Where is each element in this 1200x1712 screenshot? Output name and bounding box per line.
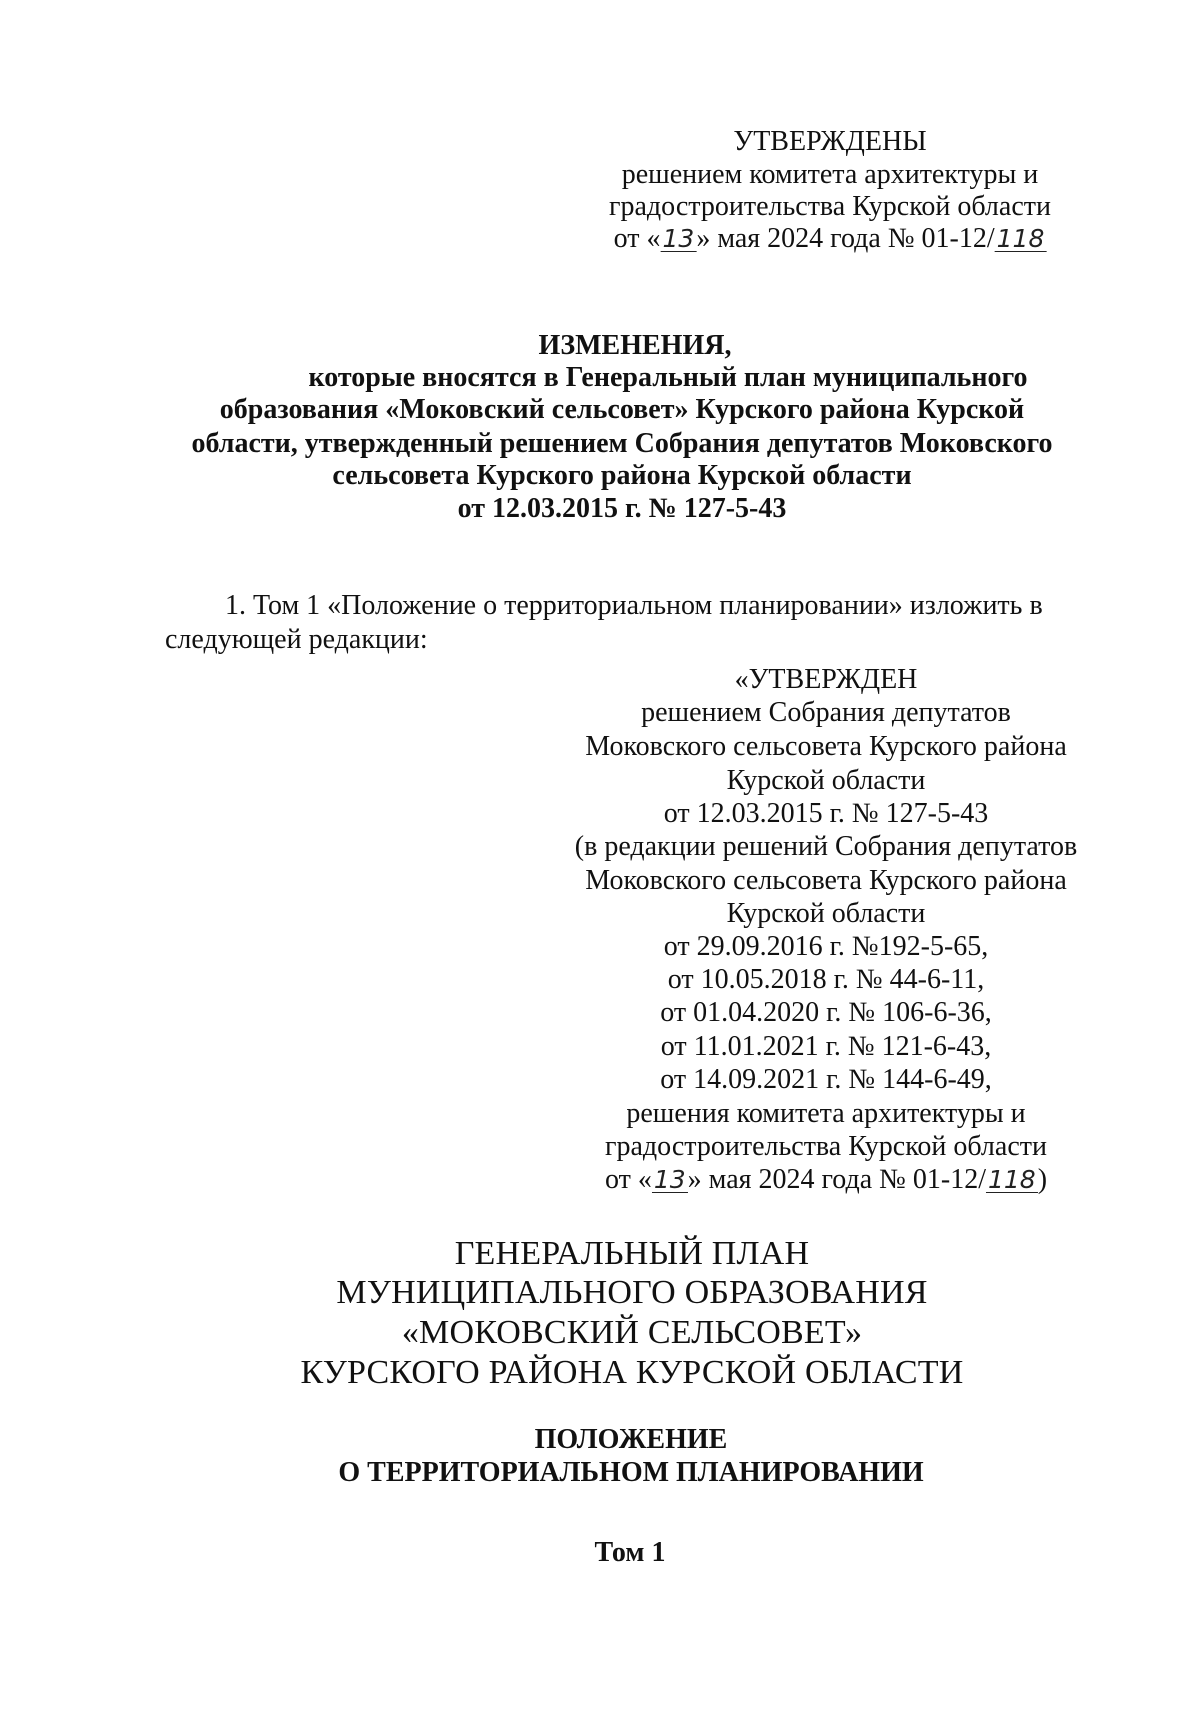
handwritten-number: 118 <box>996 224 1045 253</box>
approval-line-1: решением комитета архитектуры и <box>621 159 1039 190</box>
quoted-date-suffix: ) <box>1037 1164 1048 1195</box>
handwritten-day: 13 <box>653 1165 686 1194</box>
item1-line-2: следующей редакции: <box>165 624 428 655</box>
quoted-line-1: «УТВЕРЖДЕН <box>734 664 918 695</box>
changes-line-2: образования «Моковский сельсовет» Курского района Курской <box>219 394 1025 425</box>
quoted-line-12: от 11.01.2021 г. № 121-6-43, <box>660 1031 992 1062</box>
quoted-date <box>605 1166 1047 1194</box>
changes-line-4: сельсовета Курского района Курской области <box>332 460 912 491</box>
changes-line-1: которые вносятся в Генеральный план муниципального <box>308 362 1028 393</box>
quoted-line-6: (в редакции решений Собрания депутатов <box>574 831 1078 862</box>
plan-title-line-4: КУРСКОГО РАЙОНА КУРСКОЙ ОБЛАСТИ <box>300 1354 964 1391</box>
approval-date <box>614 225 1047 253</box>
quoted-line-14: решения комитета архитектуры и <box>626 1098 1026 1129</box>
quoted-line-15: градостроительства Курской области <box>605 1131 1047 1162</box>
quoted-line-9: от 29.09.2016 г. №192-5-65, <box>663 931 989 962</box>
approval-heading: УТВЕРЖДЕНЫ <box>733 126 927 157</box>
changes-line-3: области, утвержденный решением Собрания депутатов Моковского <box>191 428 1053 459</box>
quoted-line-2: решением Собрания депутатов <box>641 697 1011 728</box>
item1-line-1: 1. Том 1 «Положение о территориальном планировании» изложить в <box>225 590 1043 621</box>
quoted-line-3: Моковского сельсовета Курского района <box>585 731 1067 762</box>
plan-title-line-3: «МОКОВСКИЙ СЕЛЬСОВЕТ» <box>401 1314 863 1351</box>
quoted-date-prefix: от « <box>604 1164 652 1195</box>
quoted-date-middle: » мая 2024 года № 01-12/ <box>687 1164 986 1195</box>
plan-title-line-2: МУНИЦИПАЛЬНОГО ОБРАЗОВАНИЯ <box>336 1274 928 1311</box>
volume-label: Том 1 <box>594 1537 666 1568</box>
quoted-line-8: Курской области <box>726 898 926 929</box>
plan-title-line-1: ГЕНЕРАЛЬНЫЙ ПЛАН <box>454 1235 810 1272</box>
section-title-line-1: ПОЛОЖЕНИЕ <box>534 1424 728 1455</box>
section-title-line-2: О ТЕРРИТОРИАЛЬНОМ ПЛАНИРОВАНИИ <box>338 1457 924 1488</box>
approval-date-middle: » мая 2024 года № 01-12/ <box>696 223 995 254</box>
approval-line-2: градостроительства Курской области <box>609 191 1051 222</box>
handwritten-day: 13 <box>662 224 695 253</box>
approval-date-prefix: от « <box>613 223 661 254</box>
quoted-line-10: от 10.05.2018 г. № 44-6-11, <box>667 964 985 995</box>
quoted-line-4: Курской области <box>726 765 926 796</box>
handwritten-number: 118 <box>987 1165 1036 1194</box>
quoted-line-5: от 12.03.2015 г. № 127-5-43 <box>663 798 989 829</box>
changes-heading: ИЗМЕНЕНИЯ, <box>538 330 732 361</box>
quoted-line-13: от 14.09.2021 г. № 144-6-49, <box>660 1064 992 1095</box>
quoted-line-11: от 01.04.2020 г. № 106-6-36, <box>660 997 992 1028</box>
quoted-line-7: Моковского сельсовета Курского района <box>585 865 1067 896</box>
changes-line-5: от 12.03.2015 г. № 127-5-43 <box>457 493 787 524</box>
